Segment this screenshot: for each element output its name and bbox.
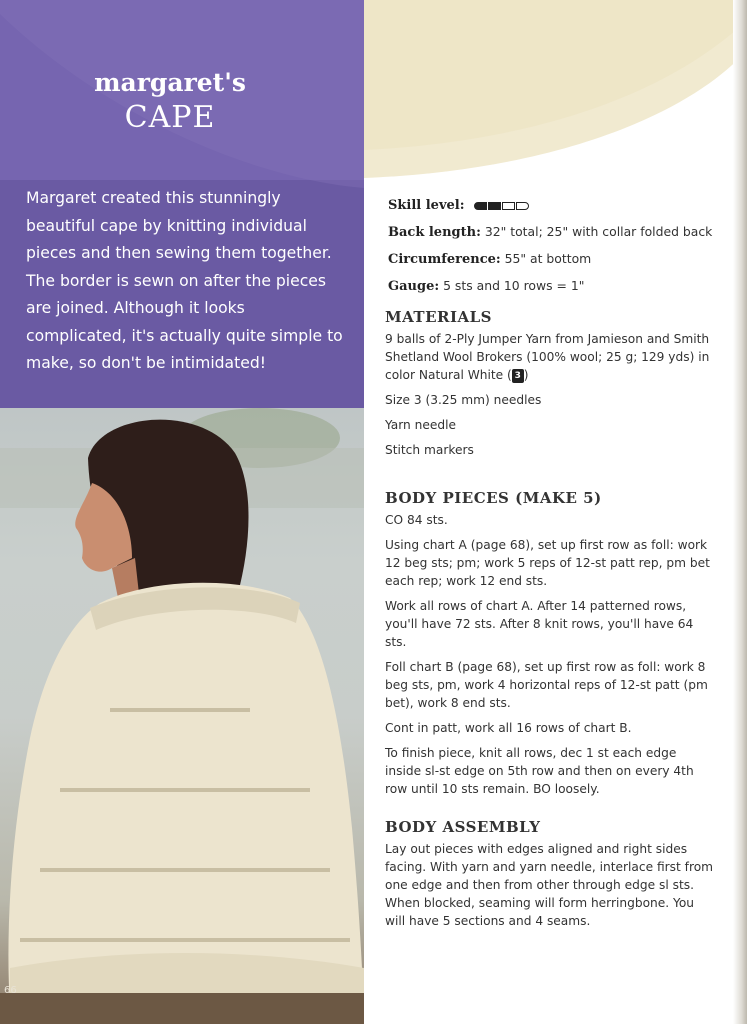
materials-heading: MATERIALS [385,308,493,326]
material-item: Yarn needle [385,418,456,432]
material-item: Size 3 (3.25 mm) needles [385,393,542,407]
instruction-paragraph: Foll chart B (page 68), set up first row as foll: work 8 beg sts, pm, work 4 horizontal reps of 12-st patt (pm bet), work 8 end sts. [385,660,708,710]
instruction-paragraph: Lay out pieces with edges aligned and right sides facing. With yarn and yarn needle, interlace first from one edge and then from other through edge sl sts. When blocked, seaming will form herringbone. You will have 5 sections and 4 seams. [385,842,714,928]
skill-level-label: Skill level: [388,198,465,213]
skill-level-row [388,192,718,219]
circumference-label: Circumference: [388,252,501,267]
body-assembly-section [385,818,715,937]
gauge-label: Gauge: [388,279,440,294]
intro-text: Margaret created this stunningly beautiful cape by knitting individual pieces and then sewing them together. The border is sewn on after the pieces are joined. Although it looks complicated, it's actually quite simple to make, so don't be intimidated! [26,189,343,372]
instruction-paragraph: CO 84 sts. [385,513,448,527]
yarn-description: 9 balls of 2-Ply Jumper Yarn from Jamieson and Smith Shetland Wool Brokers (100% wool; 25 g; 129 yds) in color Natural White ( 3 ) [385,332,710,382]
yarn-weight-icon: 3 [512,369,524,383]
pattern-specs [388,192,718,300]
cape-photo [0,408,364,1024]
circumference-row [388,246,718,273]
instruction-paragraph: To finish piece, knit all rows, dec 1 st each edge inside sl-st edge on 5th row and then on every 4th row until 10 sts remain. BO loosely. [385,746,694,796]
circumference-value: 55" at bottom [504,251,592,266]
title-small: margaret's [94,68,246,97]
materials-section [385,308,715,466]
body-assembly-heading: BODY ASSEMBLY [385,818,541,836]
back-length-value: 32" total; 25" with collar folded back [484,224,713,239]
gauge-value: 5 sts and 10 rows = 1" [443,278,585,293]
decorative-header [364,0,747,190]
page-title: CAPE [124,100,216,135]
intro-panel [0,0,364,410]
instruction-paragraph: Using chart A (page 68), set up first row as foll: work 12 beg sts; pm; work 5 reps of 12-st patt rep, pm bet each rep; work 12 end sts. [385,538,710,588]
page-number: 66 [4,985,17,996]
instruction-paragraph: Work all rows of chart A. After 14 patterned rows, you'll have 72 sts. After 8 knit rows, you'll have 64 sts. [385,599,694,649]
back-length-row [388,219,718,246]
instruction-paragraph: Cont in patt, work all 16 rows of chart B. [385,721,632,735]
page-gutter [733,0,747,1024]
body-pieces-heading: BODY PIECES (MAKE 5) [385,489,602,507]
body-pieces-section [385,489,715,805]
material-item: Stitch markers [385,443,474,457]
skill-level-icon [474,202,529,210]
back-length-label: Back length: [388,225,481,240]
gauge-row [388,273,718,300]
